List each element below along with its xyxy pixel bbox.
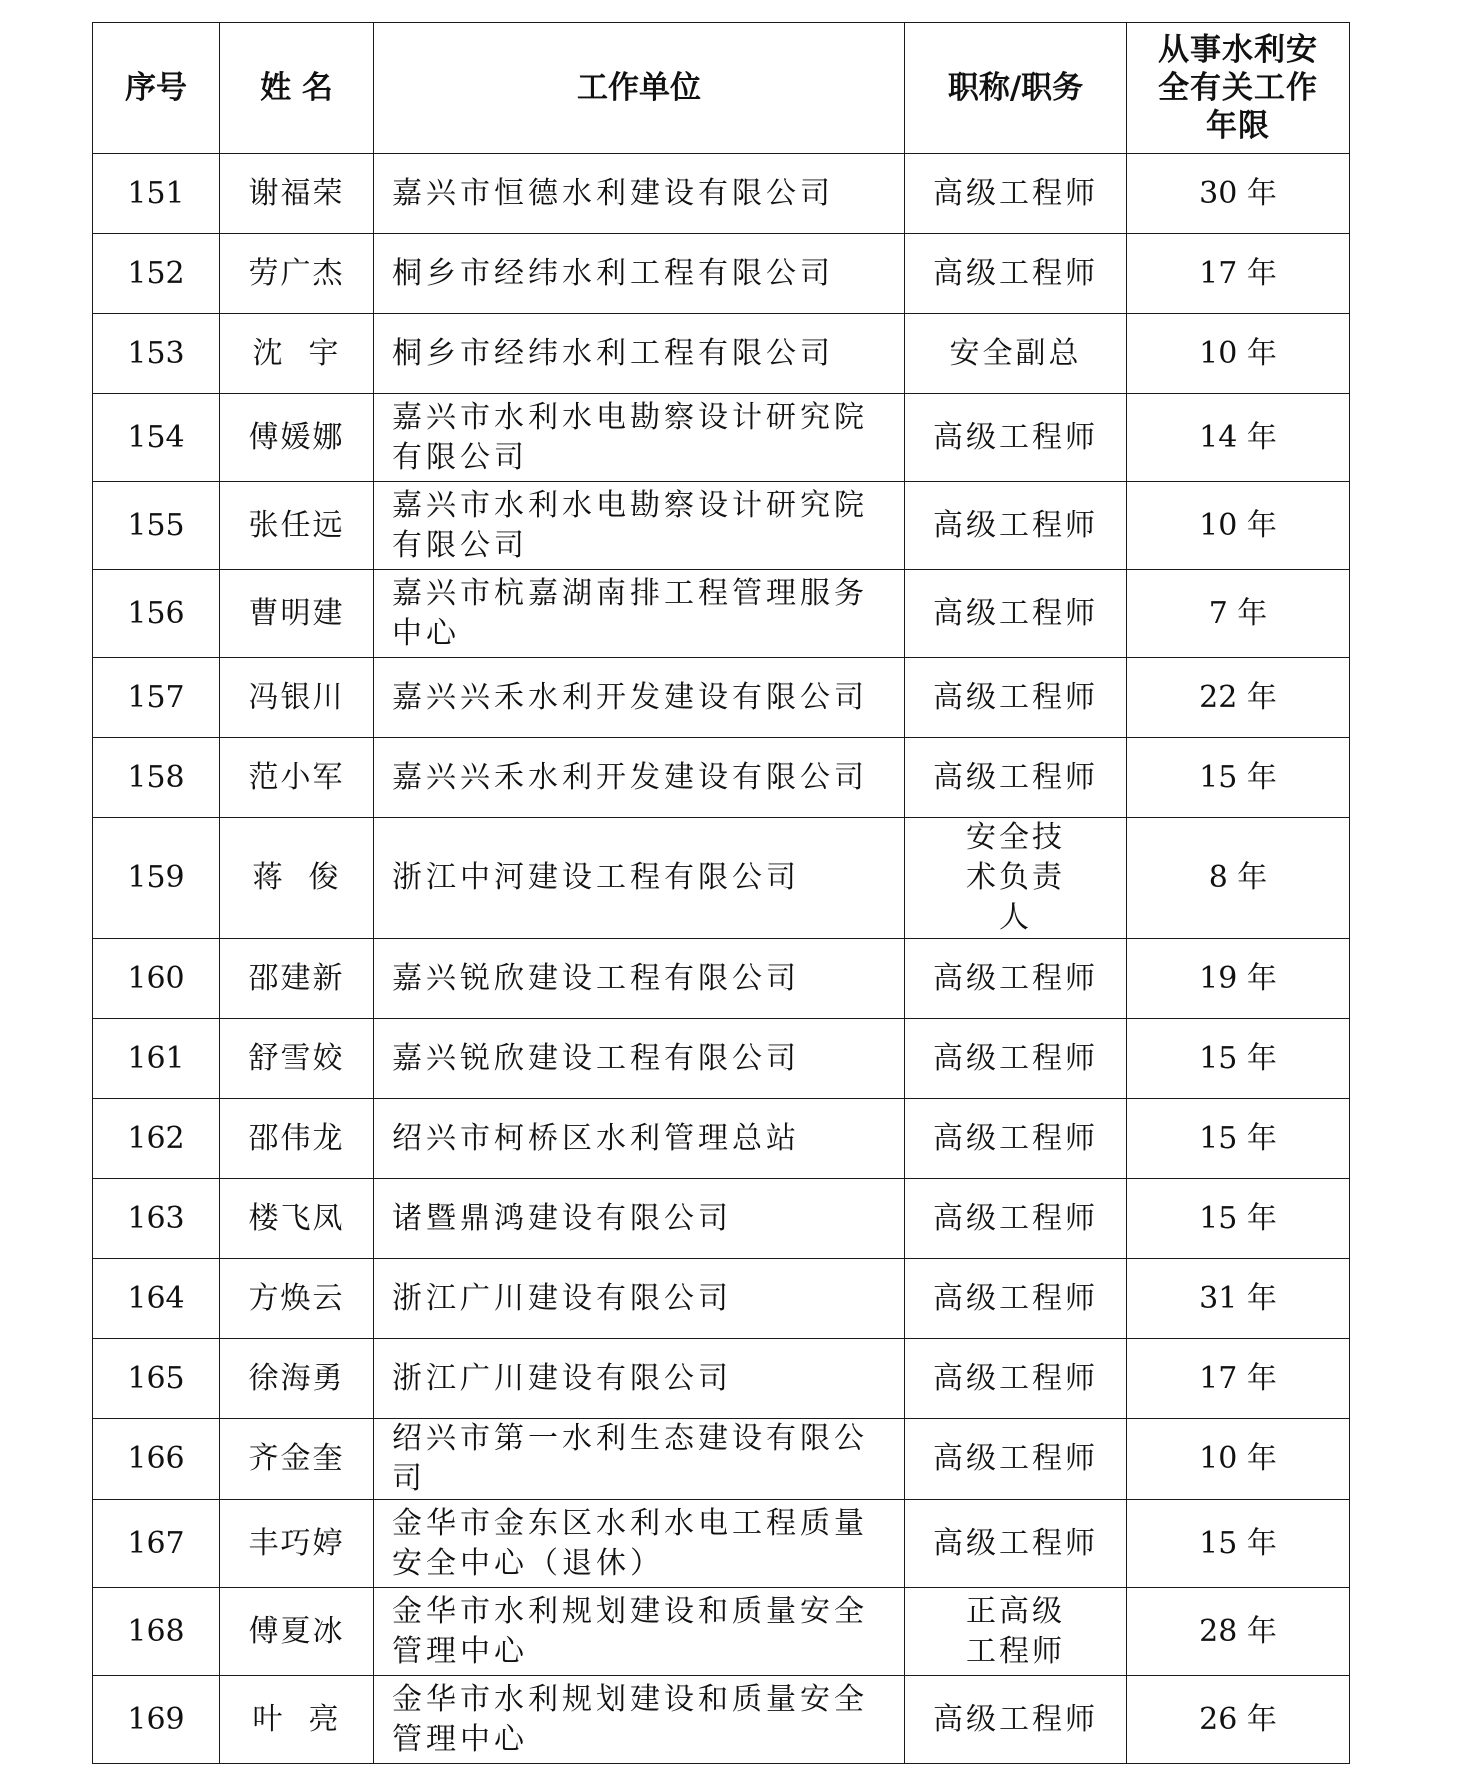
cell-unit: 嘉兴兴禾水利开发建设有限公司	[374, 658, 905, 738]
cell-name: 劳广杰	[220, 234, 374, 314]
personnel-table	[92, 22, 1350, 1764]
cell-no: 166	[93, 1419, 220, 1500]
cell-unit: 绍兴市柯桥区水利管理总站	[374, 1099, 905, 1179]
cell-name: 舒雪姣	[220, 1019, 374, 1099]
table-row	[93, 1676, 1350, 1764]
cell-unit: 嘉兴市恒德水利建设有限公司	[374, 154, 905, 234]
cell-name: 丰巧婷	[220, 1500, 374, 1588]
cell-title: 高级工程师	[905, 939, 1127, 1019]
cell-years: 22 年	[1127, 658, 1350, 738]
cell-unit: 嘉兴锐欣建设工程有限公司	[374, 1019, 905, 1099]
cell-years: 19 年	[1127, 939, 1350, 1019]
table-row	[93, 939, 1350, 1019]
cell-unit: 浙江广川建设有限公司	[374, 1259, 905, 1339]
cell-name-text: 沈 宇	[252, 335, 341, 371]
cell-title-text: 正高级工程师	[966, 1593, 1065, 1669]
cell-unit: 嘉兴市水利水电勘察设计研究院有限公司	[374, 482, 905, 570]
header-title: 职称/职务	[905, 23, 1127, 154]
table-row	[93, 1179, 1350, 1259]
cell-years: 8 年	[1127, 818, 1350, 939]
header-name: 姓 名	[220, 23, 374, 154]
table-row	[93, 658, 1350, 738]
cell-no: 152	[93, 234, 220, 314]
table-row	[93, 738, 1350, 818]
cell-years: 17 年	[1127, 234, 1350, 314]
cell-years: 10 年	[1127, 314, 1350, 394]
cell-name: 谢福荣	[220, 154, 374, 234]
cell-name: 邵伟龙	[220, 1099, 374, 1179]
cell-no: 160	[93, 939, 220, 1019]
cell-no: 155	[93, 482, 220, 570]
cell-name: 方焕云	[220, 1259, 374, 1339]
cell-no: 154	[93, 394, 220, 482]
cell-no: 151	[93, 154, 220, 234]
cell-title: 高级工程师	[905, 1179, 1127, 1259]
cell-unit: 浙江中河建设工程有限公司	[374, 818, 905, 939]
cell-years: 30 年	[1127, 154, 1350, 234]
cell-title: 高级工程师	[905, 154, 1127, 234]
cell-unit: 诸暨鼎鸿建设有限公司	[374, 1179, 905, 1259]
cell-name: 傅夏冰	[220, 1588, 374, 1676]
cell-no: 161	[93, 1019, 220, 1099]
cell-name: 楼飞凤	[220, 1179, 374, 1259]
cell-unit: 金华市水利规划建设和质量安全管理中心	[374, 1676, 905, 1764]
table-row	[93, 1419, 1350, 1500]
cell-unit: 嘉兴兴禾水利开发建设有限公司	[374, 738, 905, 818]
cell-unit: 嘉兴市水利水电勘察设计研究院有限公司	[374, 394, 905, 482]
table-row	[93, 1099, 1350, 1179]
cell-unit: 浙江广川建设有限公司	[374, 1339, 905, 1419]
cell-title	[905, 1588, 1127, 1676]
cell-years: 26 年	[1127, 1676, 1350, 1764]
header-years: 从事水利安全有关工作年限	[1127, 23, 1350, 154]
table-row	[93, 818, 1350, 939]
cell-title	[905, 818, 1127, 939]
cell-years: 17 年	[1127, 1339, 1350, 1419]
cell-name: 傅媛娜	[220, 394, 374, 482]
cell-unit: 金华市水利规划建设和质量安全管理中心	[374, 1588, 905, 1676]
cell-no: 168	[93, 1588, 220, 1676]
cell-title: 高级工程师	[905, 394, 1127, 482]
header-unit: 工作单位	[374, 23, 905, 154]
table-row	[93, 154, 1350, 234]
cell-years: 15 年	[1127, 1179, 1350, 1259]
cell-unit: 桐乡市经纬水利工程有限公司	[374, 314, 905, 394]
cell-no: 157	[93, 658, 220, 738]
cell-title: 高级工程师	[905, 1676, 1127, 1764]
cell-title: 高级工程师	[905, 658, 1127, 738]
cell-name: 曹明建	[220, 570, 374, 658]
cell-no: 158	[93, 738, 220, 818]
cell-unit: 桐乡市经纬水利工程有限公司	[374, 234, 905, 314]
table-row	[93, 1019, 1350, 1099]
cell-years: 10 年	[1127, 1419, 1350, 1500]
cell-no: 169	[93, 1676, 220, 1764]
cell-name	[220, 818, 374, 939]
cell-no: 167	[93, 1500, 220, 1588]
table-row	[93, 1588, 1350, 1676]
cell-years: 15 年	[1127, 1500, 1350, 1588]
cell-no: 163	[93, 1179, 220, 1259]
table-row	[93, 1259, 1350, 1339]
table-row	[93, 570, 1350, 658]
cell-unit: 嘉兴市杭嘉湖南排工程管理服务中心	[374, 570, 905, 658]
cell-no: 162	[93, 1099, 220, 1179]
cell-no: 159	[93, 818, 220, 939]
cell-no: 164	[93, 1259, 220, 1339]
header-no: 序号	[93, 23, 220, 154]
cell-years: 31 年	[1127, 1259, 1350, 1339]
cell-years: 7 年	[1127, 570, 1350, 658]
cell-years: 28 年	[1127, 1588, 1350, 1676]
cell-title: 高级工程师	[905, 1019, 1127, 1099]
table-row	[93, 1500, 1350, 1588]
cell-years: 15 年	[1127, 1099, 1350, 1179]
cell-years: 10 年	[1127, 482, 1350, 570]
cell-name: 冯银川	[220, 658, 374, 738]
cell-title: 高级工程师	[905, 482, 1127, 570]
cell-name: 范小军	[220, 738, 374, 818]
cell-unit: 金华市金东区水利水电工程质量安全中心（退休）	[374, 1500, 905, 1588]
table-row	[93, 314, 1350, 394]
cell-no: 165	[93, 1339, 220, 1419]
cell-title-text: 安全技术负责人	[966, 820, 1065, 935]
cell-name: 徐海勇	[220, 1339, 374, 1419]
cell-title: 高级工程师	[905, 1099, 1127, 1179]
cell-no: 153	[93, 314, 220, 394]
cell-title: 高级工程师	[905, 570, 1127, 658]
cell-title: 高级工程师	[905, 1500, 1127, 1588]
cell-title: 高级工程师	[905, 234, 1127, 314]
cell-years: 15 年	[1127, 738, 1350, 818]
cell-years: 14 年	[1127, 394, 1350, 482]
cell-name: 邵建新	[220, 939, 374, 1019]
cell-years: 15 年	[1127, 1019, 1350, 1099]
cell-name	[220, 314, 374, 394]
cell-name: 齐金奎	[220, 1419, 374, 1500]
cell-title: 高级工程师	[905, 738, 1127, 818]
cell-no: 156	[93, 570, 220, 658]
cell-name	[220, 1676, 374, 1764]
cell-unit: 嘉兴锐欣建设工程有限公司	[374, 939, 905, 1019]
table-row	[93, 394, 1350, 482]
cell-title: 高级工程师	[905, 1259, 1127, 1339]
cell-title: 安全副总	[905, 314, 1127, 394]
table-row	[93, 1339, 1350, 1419]
table-header-row	[93, 23, 1350, 154]
table-row	[93, 234, 1350, 314]
table-row	[93, 482, 1350, 570]
cell-name-text: 蒋 俊	[252, 860, 341, 895]
cell-name-text: 叶 亮	[252, 1701, 341, 1737]
cell-unit: 绍兴市第一水利生态建设有限公司	[374, 1419, 905, 1500]
cell-title: 高级工程师	[905, 1419, 1127, 1500]
cell-name: 张任远	[220, 482, 374, 570]
cell-title: 高级工程师	[905, 1339, 1127, 1419]
